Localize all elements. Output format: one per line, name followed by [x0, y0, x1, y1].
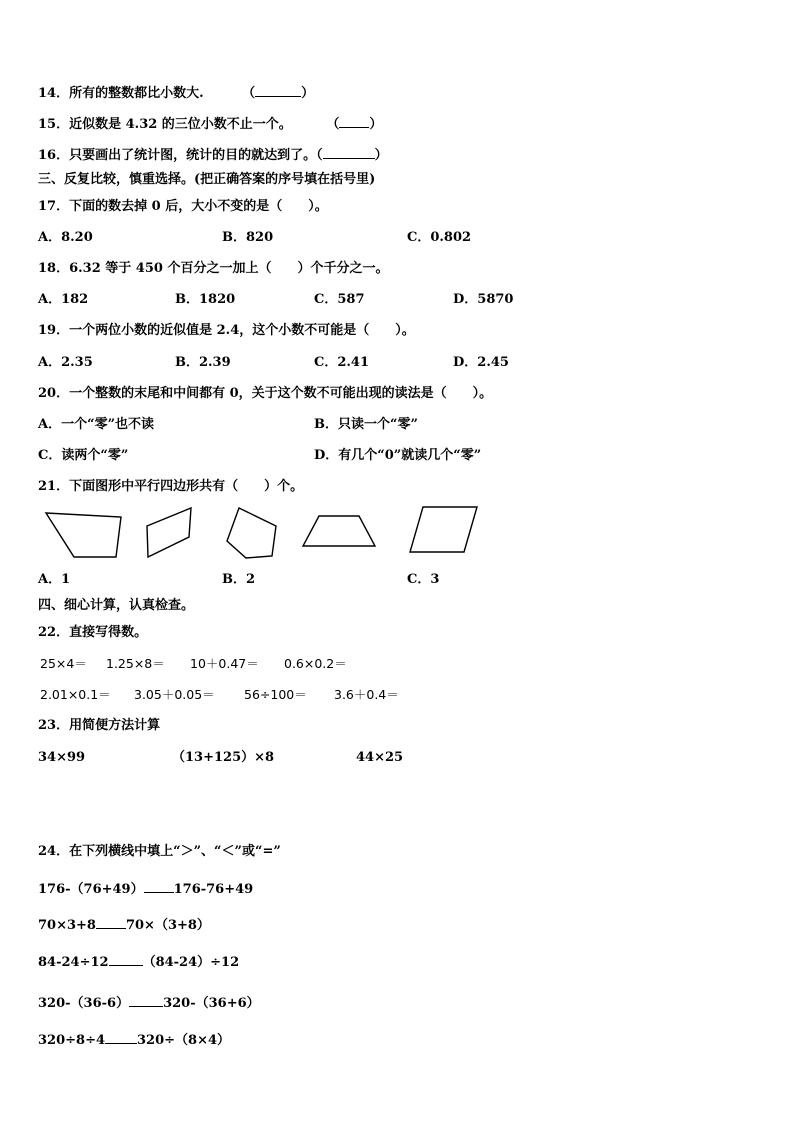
compare-row: 320-（36-6） 320-（36+6） [38, 996, 260, 1011]
question-number: 14． [38, 86, 70, 101]
question-15: 15．近似数是 4.32 的三位小数不止一个。 （ ） [38, 117, 383, 132]
q21-option-c[interactable]: C．3 [407, 572, 440, 587]
calc-item: 3.6＋0.4＝ [334, 687, 399, 702]
question-text: 近似数是 4.32 的三位小数不止一个。 [69, 117, 292, 132]
q18-option-a[interactable]: A．182 [38, 292, 89, 307]
answer-blank[interactable] [255, 84, 301, 97]
question-20: 20．一个整数的末尾和中间都有 0，关于这个数不可能出现的读法是（ ）。 [38, 386, 493, 401]
q19-option-c[interactable]: C．2.41 [314, 355, 370, 370]
calc-item: 0.6×0.2＝ [284, 656, 347, 671]
calc-item: 56÷100＝ [244, 687, 307, 702]
shape-trapezoid [301, 513, 379, 549]
calc-item: 10＋0.47＝ [190, 656, 259, 671]
simplify-item: 34×99 [38, 750, 86, 765]
shape-parallelogram-1 [145, 504, 195, 560]
q20-option-a[interactable]: A．一个“零”也不读 [38, 417, 155, 432]
q19-option-d[interactable]: D．2.45 [453, 355, 509, 370]
question-24: 24．在下列横线中填上“＞”、“＜”或“=” [38, 844, 281, 859]
question-23: 23．用简便方法计算 [38, 718, 161, 733]
q18-option-d[interactable]: D．5870 [453, 292, 514, 307]
calc-item: 25×4＝ [40, 656, 87, 671]
question-17: 17．下面的数去掉 0 后，大小不变的是（ ）。 [38, 199, 328, 214]
q18-option-b[interactable]: B．1820 [175, 292, 236, 307]
calc-item: 3.05＋0.05＝ [134, 687, 215, 702]
q19-option-a[interactable]: A．2.35 [38, 355, 93, 370]
question-number: 15． [38, 117, 70, 132]
shape-parallelogram-2 [408, 505, 480, 555]
answer-blank[interactable] [323, 146, 375, 159]
question-22: 22．直接写得数。 [38, 625, 148, 640]
q17-option-a[interactable]: A．8.20 [38, 230, 93, 245]
compare-blank[interactable] [96, 916, 126, 929]
answer-blank[interactable] [339, 115, 369, 128]
simplify-item: （13+125）×8 [172, 750, 275, 765]
question-text: 只要画出了统计图，统计的目的就达到了。 [69, 148, 317, 163]
calc-item: 2.01×0.1＝ [40, 687, 111, 702]
compare-row: 70×3+8 70×（3+8） [38, 918, 210, 933]
compare-row: 84-24÷12 （84-24）÷12 [38, 955, 240, 970]
q21-option-a[interactable]: A．1 [38, 572, 71, 587]
question-14: 14．所有的整数都比小数大. （ ） [38, 86, 315, 101]
question-number: 16． [38, 148, 70, 163]
q17-option-c[interactable]: C．0.802 [407, 230, 472, 245]
section-3-heading: 三、反复比较，慎重选择。(把正确答案的序号填在括号里) [38, 172, 376, 187]
question-18: 18．6.32 等于 450 个百分之一加上（ ）个千分之一。 [38, 261, 389, 276]
question-text: 所有的整数都比小数大. [69, 86, 204, 101]
compare-blank[interactable] [109, 953, 143, 966]
compare-blank[interactable] [144, 880, 174, 893]
compare-blank[interactable] [129, 994, 163, 1007]
q19-option-b[interactable]: B．2.39 [175, 355, 231, 370]
q18-option-c[interactable]: C．587 [314, 292, 365, 307]
shape-quadrilateral-1 [44, 510, 124, 560]
question-21: 21．下面图形中平行四边形共有（ ）个。 [38, 479, 304, 494]
shape-pentagon [224, 506, 282, 560]
question-19: 19．一个两位小数的近似值是 2.4，这个小数不可能是（ ）。 [38, 323, 415, 338]
compare-row: 176-（76+49） 176-76+49 [38, 882, 254, 897]
compare-row: 320÷8÷4 320÷（8×4） [38, 1033, 231, 1048]
section-4-heading: 四、细心计算，认真检查。 [38, 598, 195, 613]
question-16: 16．只要画出了统计图，统计的目的就达到了。（ ） [38, 148, 388, 163]
q20-option-b[interactable]: B．只读一个“零” [314, 417, 418, 432]
compare-blank[interactable] [105, 1031, 137, 1044]
calc-item: 1.25×8＝ [106, 656, 165, 671]
q17-option-b[interactable]: B．820 [222, 230, 274, 245]
q20-option-c[interactable]: C．读两个“零” [38, 448, 129, 463]
simplify-item: 44×25 [356, 750, 404, 765]
q21-option-b[interactable]: B．2 [222, 572, 256, 587]
q20-option-d[interactable]: D．有几个“0”就读几个“零” [314, 448, 482, 463]
